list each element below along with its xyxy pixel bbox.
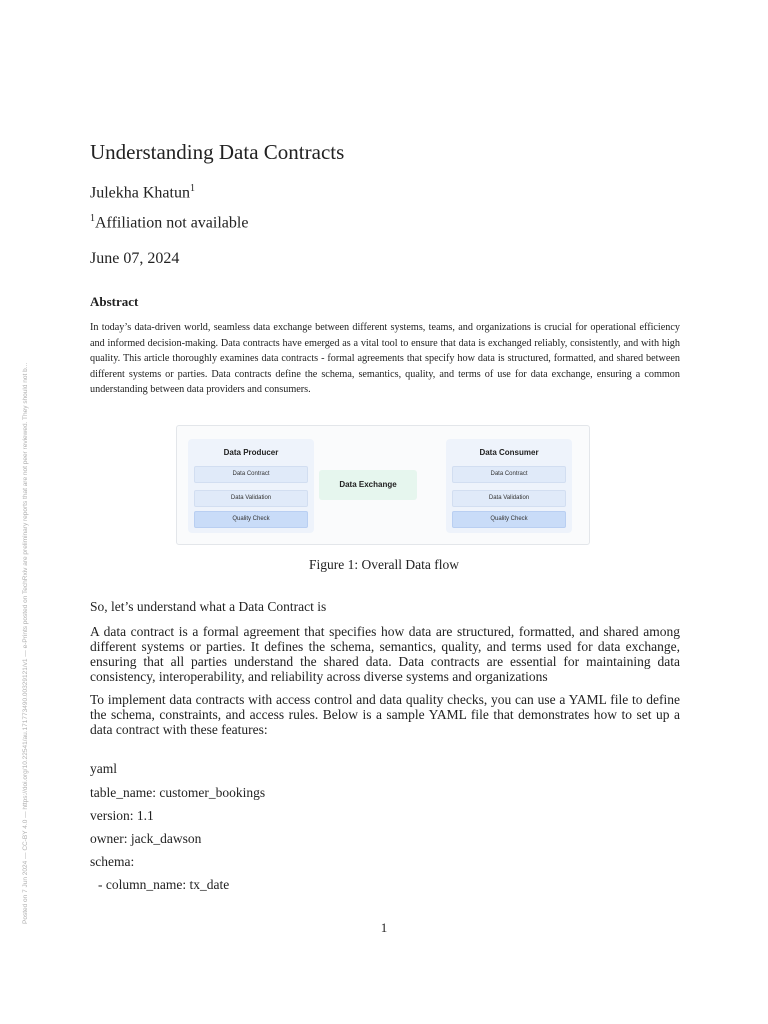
yaml-line-5: schema: <box>90 854 135 869</box>
paper-title: Understanding Data Contracts <box>90 140 345 164</box>
abstract-heading: Abstract <box>90 294 139 309</box>
yaml-line-1: yaml <box>90 761 117 776</box>
body-paragraph-1: So, let’s understand what a Data Contract is <box>90 599 327 614</box>
data-producer-panel <box>188 439 314 533</box>
data-consumer-panel <box>446 439 572 533</box>
producer-data-contract-box: Data Contract <box>194 466 308 483</box>
data-exchange-box: Data Exchange <box>319 470 417 500</box>
producer-data-validation-box: Data Validation <box>194 490 308 507</box>
affiliation-line <box>90 213 248 232</box>
author-line <box>90 183 195 202</box>
author-superscript: 1 <box>189 183 195 194</box>
body-paragraph-2: A data contract is a formal agreement that specifies how data are structured, formatted, and shared among different systems or parties. It defines the schema, semantics, quality, and terms used for data exchange, ensuring that all parties understand the shared data. Data contracts are essential for maintaining data consistency, interoperability, and reliability across diverse systems and organizations <box>90 624 680 684</box>
page-number: 1 <box>380 920 388 935</box>
producer-quality-check-box: Quality Check <box>194 511 308 528</box>
preprint-side-note: Posted on 7 Jun 2024 — CC-BY 4.0 — https://doi.org/10.22541/au.171773490.00329121/v1 — e-Prints posted on TechRxiv are preliminary reports that are not peer reviewed. They should not b... <box>22 362 29 924</box>
yaml-line-2: table_name: customer_bookings <box>90 785 266 800</box>
author-name: Julekha Khatun <box>90 184 190 202</box>
consumer-data-validation-box: Data Validation <box>452 490 566 507</box>
yaml-line-4: owner: jack_dawson <box>90 831 202 846</box>
publication-date: June 07, 2024 <box>90 250 180 267</box>
figure-caption: Figure 1: Overall Data flow <box>309 557 459 572</box>
data-flow-figure <box>176 425 590 545</box>
abstract-text: In today’s data-driven world, seamless data exchange between different systems, teams, and organizations is crucial for operational efficiency and informed decision-making. Data contracts have emerged as a vital tool to ensure that data is exchanged reliably, consistently, and with high quality. This article thoroughly examines data contracts - formal agreements that specify how data is structured, formatted, and shared between different systems or parties. Data contracts define the schema, semantics, quality, and terms of use for data exchange, ensuring a common understanding between data providers and consumers. <box>90 322 680 395</box>
data-consumer-title: Data Consumer <box>479 448 539 457</box>
body-paragraph-3: To implement data contracts with access control and data quality checks, you can use a YAML file to define the schema, constraints, and access rules. Below is a sample YAML file that demonstrates how to set up a data contract with these features: <box>90 692 680 737</box>
affiliation-superscript: 1 <box>90 213 95 224</box>
affiliation-text: Affiliation not available <box>95 214 249 232</box>
yaml-line-3: version: 1.1 <box>90 808 154 823</box>
consumer-data-contract-box: Data Contract <box>452 466 566 483</box>
data-producer-title: Data Producer <box>223 448 279 457</box>
yaml-line-6: - column_name: tx_date <box>98 877 230 892</box>
consumer-quality-check-box: Quality Check <box>452 511 566 528</box>
